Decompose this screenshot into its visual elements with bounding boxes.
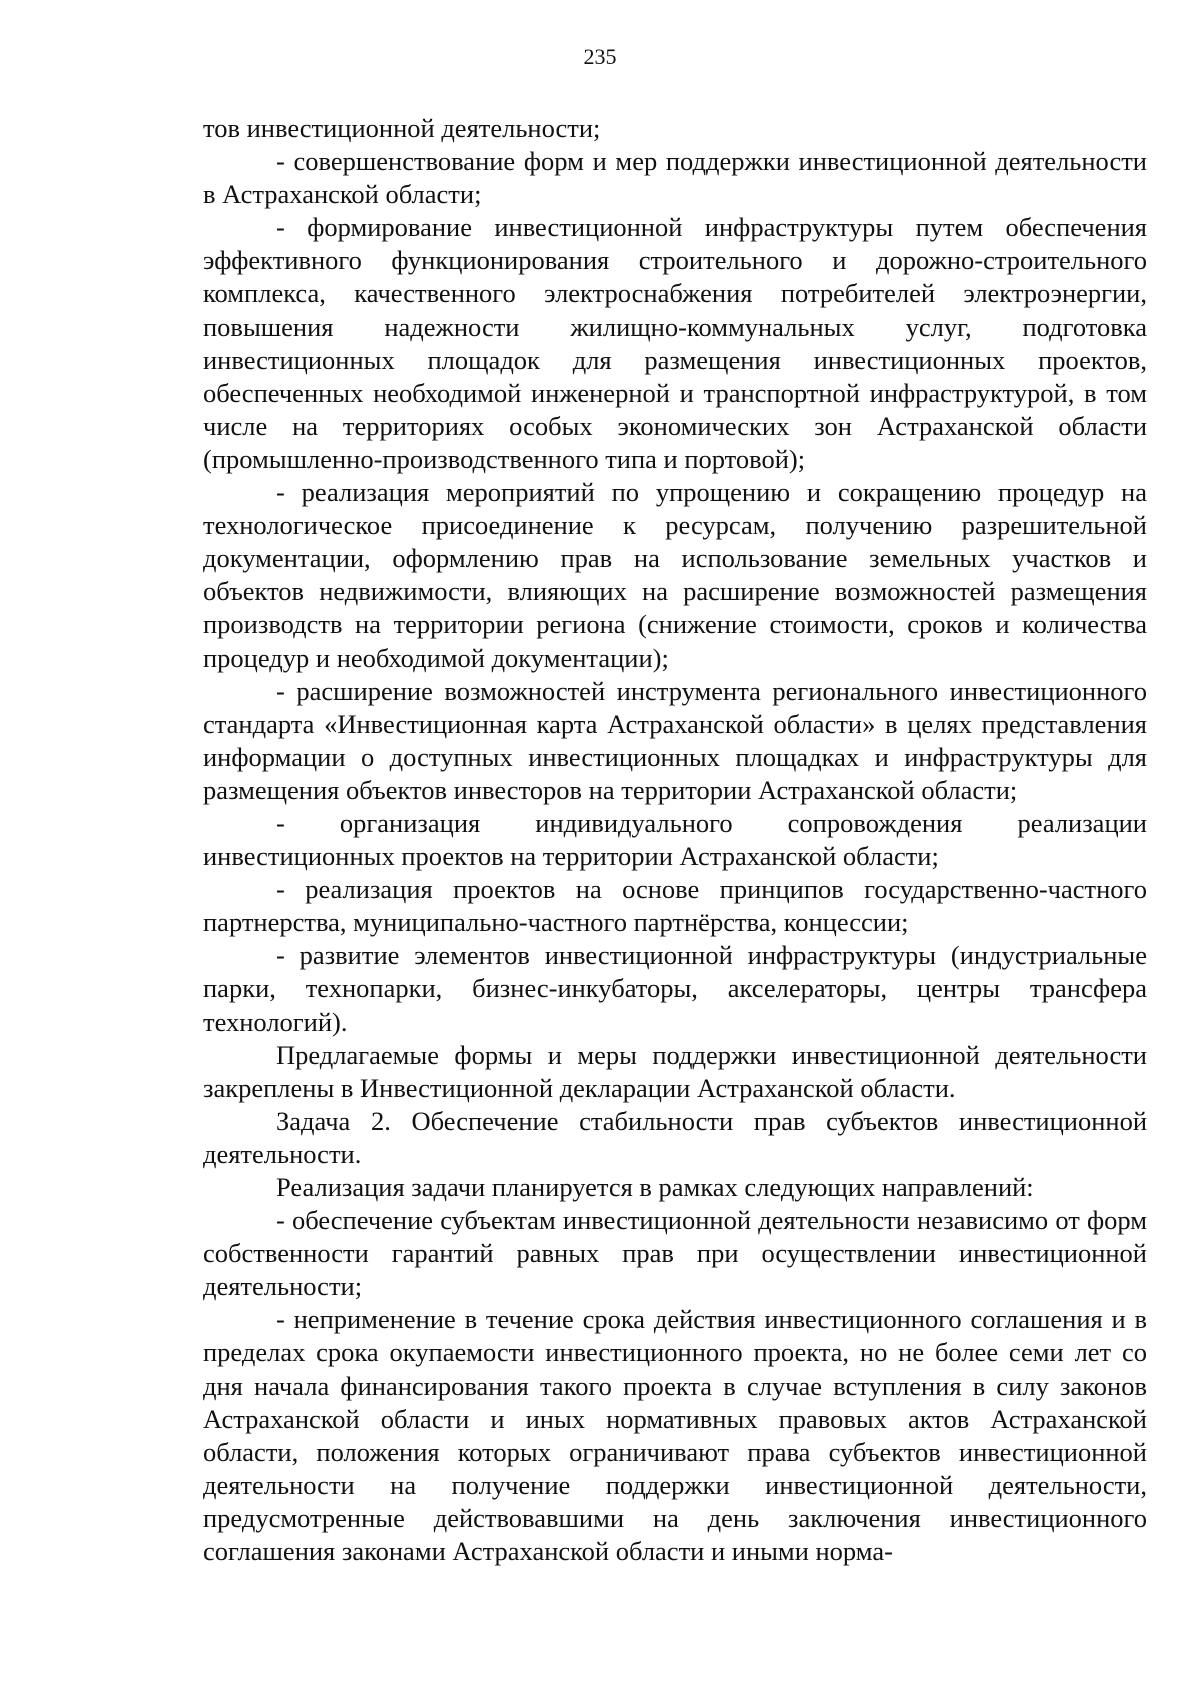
paragraph-continuation: тов инвестиционной деятельности;: [203, 113, 601, 143]
paragraph-investment-standard: - расширение возможностей инструмента регионального инвестиционного стандарта «Инвестиционная карта Астраханской области» в целях представления информации о доступных инвестиционных площадках и инфраструктуры для размещения объектов инвесторов на территории Астраханской области;: [203, 675, 1147, 805]
paragraph-public-private-partnership: - реализация проектов на основе принципов государственно-частного партнерства, муниципально-частного партнёрства, концессии;: [203, 874, 1147, 938]
page-number: 235: [583, 44, 617, 69]
paragraph-task-2: Задача 2. Обеспечение стабильности прав субъектов инвестиционной деятельности.: [203, 1105, 1147, 1169]
document-body: [203, 112, 1147, 1568]
paragraph-investment-infrastructure: - формирование инвестиционной инфраструктуры путем обеспечения эффективного функционирования строительного и дорожно-строительного комплекса, качественного электроснабжения потребителей электроэнергии, повышения надежности жилищно-коммунальных услуг, подготовка инвестиционных площадок для размещения инвестиционных проектов, обеспеченных необходимой инженерной и транспортной инфраструктурой, в том числе на территориях особых экономических зон Астраханской области (промышленно-производственного типа и портовой);: [203, 212, 1147, 474]
paragraph-simplify-procedures: - реализация мероприятий по упрощению и сокращению процедур на технологическое присоединение к ресурсам, получению разрешительной документации, оформлению прав на использование земельных участков и объектов недвижимости, влияющих на расширение возможностей размещения производств на территории региона (снижение стоимости, сроков и количества процедур и необходимой документации);: [203, 477, 1147, 673]
paragraph-non-application: - неприменение в течение срока действия инвестиционного соглашения и в пределах срока окупаемости инвестиционного проекта, но не более семи лет со дня начала финансирования такого проекта в случае вступления в силу законов Астраханской области и иных нормативных правовых актов Астраханской области, положения которых ограничивают права субъектов инвестиционной деятельности на получение поддержки инвестиционной деятельности, предусмотренные действовавшими на день заключения инвестиционного соглашения законами Астраханской области и иными норма-: [203, 1304, 1147, 1567]
paragraph-equal-rights: - обеспечение субъектам инвестиционной деятельности независимо от форм собственности гарантий равных прав при осуществлении инвестиционной деятельности;: [203, 1205, 1147, 1302]
paragraph-improvement-of-support-forms: - совершенствование форм и мер поддержки инвестиционной деятельности в Астраханской области;: [203, 146, 1147, 210]
paragraph-investment-declaration: Предлагаемые формы и меры поддержки инвестиционной деятельности закреплены в Инвестиционной декларации Астраханской области.: [203, 1039, 1147, 1103]
paragraph-individual-support: - организация индивидуального сопровождения реализации инвестиционных проектов на территории Астраханской области;: [203, 807, 1147, 872]
paragraph-task-directions: Реализация задачи планируется в рамках следующих направлений:: [276, 1172, 1034, 1202]
paragraph-infrastructure-elements: - развитие элементов инвестиционной инфраструктуры (индустриальные парки, технопарки, бизнес-инкубаторы, акселераторы, центры трансфера технологий).: [203, 940, 1147, 1037]
